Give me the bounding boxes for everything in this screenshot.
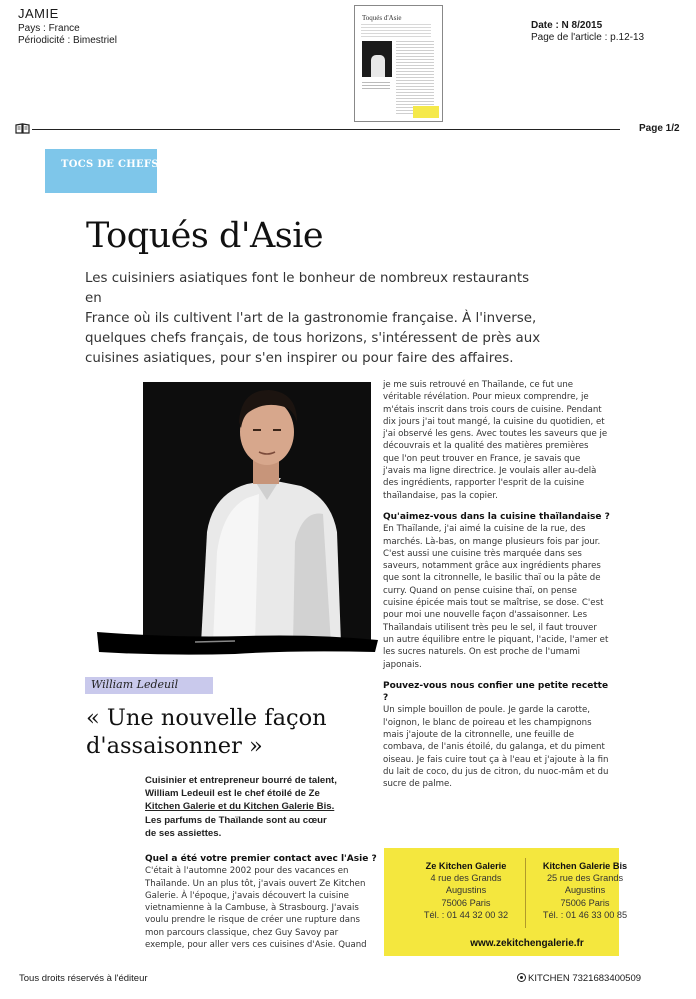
article-title: Toqués d'Asie [86, 216, 324, 256]
answer-line: saveurs, notamment grâce aux ingrédients phares [383, 561, 601, 572]
address-ze-kitchen-galerie [412, 860, 520, 921]
article-intro [85, 269, 545, 369]
answer-line: que sont la citronnelle, le basilic thaï ou la pâte de [383, 573, 601, 584]
answer-line: j'avais ma ligne directrice. Je voulais aller au-delà [383, 466, 597, 477]
answer-line: mais j'ajoute de la citronnelle, une feuille de [383, 730, 574, 741]
answer-line: véritable révélation. Pour mieux comprendre, je [383, 392, 589, 403]
answer-line: un autre équilibre entre le piquant, l'acide, l'amer et [383, 634, 609, 645]
question-2: Qu'aimez-vous dans la cuisine thaïlandaise ? [383, 511, 610, 522]
address-line: 25 rue des Grands [546, 873, 624, 884]
question-1: Quel a été votre premier contact avec l'Asie ? [145, 854, 377, 864]
ink-redaction-mark [95, 628, 380, 658]
quote-line: « Une nouvelle façon [86, 705, 327, 731]
answer-line: Thaïlande. Un an plus tôt, j'avais ouvert Ze Kitchen [145, 878, 366, 889]
answer-line: Thaïlandais utilisent très peu le sel, il faut trouver [383, 622, 597, 633]
address-divider [525, 858, 526, 928]
phone-line: Tél. : 01 46 33 00 85 [542, 909, 628, 920]
answer-line: sucre de palme. [383, 779, 452, 790]
answer-line: du lait de coco, du jus de citron, du nuoc-mâm et du [383, 766, 609, 777]
answer-line: vietnamienne à la Cambuse, à Strasbourg. J'avais [145, 903, 359, 914]
thumbnail-title: Toqués d'Asie [362, 14, 402, 22]
intro-line: France où ils cultivent l'art de la gastronomie française. À l'inverse, [85, 311, 537, 326]
answer-line: C'était à l'automne 2002 pour des vacances en [145, 866, 349, 877]
page-thumbnail [354, 5, 443, 122]
answer-line: C'est aussi une cuisine très marquée dans ses [383, 548, 582, 559]
lead-line: William Ledeuil est le chef étoilé de Ze [145, 788, 320, 800]
answer-line: je me suis retrouvé en Thaïlande, ce fut une [383, 380, 574, 390]
answer-line: l'oignon, le blanc de poireau et les champignons [383, 717, 592, 728]
answer-line: marchés. Là-bas, on mange plusieurs fois par jour. [383, 536, 601, 547]
intro-line: quelques chefs français, de tous horizons, s'intéressent de près aux [85, 331, 541, 346]
publication-name: JAMIE [18, 6, 59, 21]
address-line: Augustins [445, 885, 487, 896]
answer-line: En Thaïlande, j'ai aimé la cuisine de la rue, des [383, 524, 586, 535]
address-line: 4 rue des Grands [430, 873, 502, 884]
page-reference: Page de l'article : p.12-13 [531, 32, 645, 43]
answer-line: dix jours j'ai tout mangé, la cuisine du quotidien, et [383, 416, 605, 427]
answer-line: que l'on peut trouver en France, je savais que [383, 453, 581, 464]
thumbnail-quote [362, 82, 390, 90]
answer-line: exemple, pour aller vers ces cuisines d'Asie. Quand [145, 940, 367, 951]
answer-line: voulu prendre le risque de créer une rupture dans [145, 915, 360, 926]
address-line: Augustins [564, 885, 606, 896]
pull-quote [86, 704, 327, 760]
answer-line: cuisine épicée mais tout se maîtrise, se dose. C'est [383, 598, 604, 609]
country-line: Pays : France [18, 23, 80, 34]
rubric-label: TOCS DE CHEFS [61, 159, 159, 170]
book-icon [15, 123, 30, 134]
website-link[interactable]: www.zekitchengalerie.fr [470, 938, 584, 949]
answer-line: japonais. [383, 659, 422, 670]
address-kitchen-galerie-bis [531, 860, 639, 921]
lead-line [145, 800, 380, 813]
answer-line: thaïlandaise, pas la copier. [383, 490, 498, 501]
lead-line: Cuisinier et entrepreneur bourré de talent, [145, 775, 337, 786]
answer-line: pour moi une nouvelle façon d'assaisonner. Les [383, 610, 588, 621]
copyright-notice: Tous droits réservés à l'éditeur [19, 973, 148, 984]
clipping-code: KITCHEN 7321683400509 [528, 973, 642, 984]
thumbnail-infobox [413, 106, 439, 118]
clipping-reference [517, 973, 641, 984]
left-column [145, 853, 377, 951]
right-column [383, 379, 615, 791]
answer-line: Un simple bouillon de poule. Je garde la carotte, [383, 705, 590, 716]
lead-paragraph [145, 774, 380, 840]
intro-line: cuisines asiatiques, pour s'en inspirer ou pour faire des affaires. [85, 351, 514, 366]
issue-date: Date : N 8/2015 [531, 20, 603, 31]
thumbnail-photo [362, 41, 392, 77]
phone-line: Tél. : 01 44 32 00 32 [423, 909, 509, 920]
answer-line: m'étais inscrit dans trois cours de cuisine. Pendant [383, 404, 602, 415]
page-number: Page 1/2 [639, 123, 680, 134]
restaurant-name: Kitchen Galerie Bis [542, 861, 628, 871]
answer-line: j'ai observé les gens. Avec toutes les saveurs que je [383, 429, 608, 440]
answer-line: découvrais et la qualité des matières premières [383, 441, 589, 452]
answer-line: mon parcours classique, chez Guy Savoy par [145, 927, 339, 938]
restaurant-name: Ze Kitchen Galerie [425, 861, 507, 871]
lead-line: Les parfums de Thaïlande sont au cœur [145, 814, 327, 826]
question-3: Pouvez-vous nous confier une petite recette ? [383, 680, 609, 704]
answer-line: Galerie. À l'époque, j'avais découvert la cuisine [145, 890, 349, 901]
chef-portrait-photo [143, 382, 371, 644]
thumbnail-column [396, 41, 434, 116]
answer-line: combava, de l'anis étoilé, du galanga, et du piment [383, 742, 605, 753]
source-icon [517, 973, 526, 982]
answer-line: les sucres naturels. On est proche de l'umami [383, 647, 580, 658]
thumbnail-intro [361, 24, 431, 38]
intro-line: Les cuisiniers asiatiques font le bonheur de nombreux restaurants en [85, 271, 530, 306]
quote-line: d'assaisonner » [86, 733, 263, 759]
address-line: 75006 Paris [441, 897, 491, 908]
rubric-tab [45, 149, 157, 193]
answer-line: curry. Quand on pense cuisine thaï, on pense [383, 585, 577, 596]
header-rule [32, 129, 620, 130]
lead-link-kitchen: Kitchen Galerie et du Kitchen Galerie Bis. [145, 801, 335, 813]
answer-line: des ingrédients, rapporter l'esprit de la cuisine [383, 478, 585, 489]
address-line: 75006 Paris [560, 897, 610, 908]
lead-line: de ses assiettes. [145, 827, 222, 839]
frequency-line: Périodicité : Bimestriel [18, 35, 117, 46]
photo-caption: William Ledeuil [91, 678, 179, 691]
answer-line: oiseau. Je fais cuire tout ça à l'eau et j'ajoute à la fin [383, 754, 609, 765]
